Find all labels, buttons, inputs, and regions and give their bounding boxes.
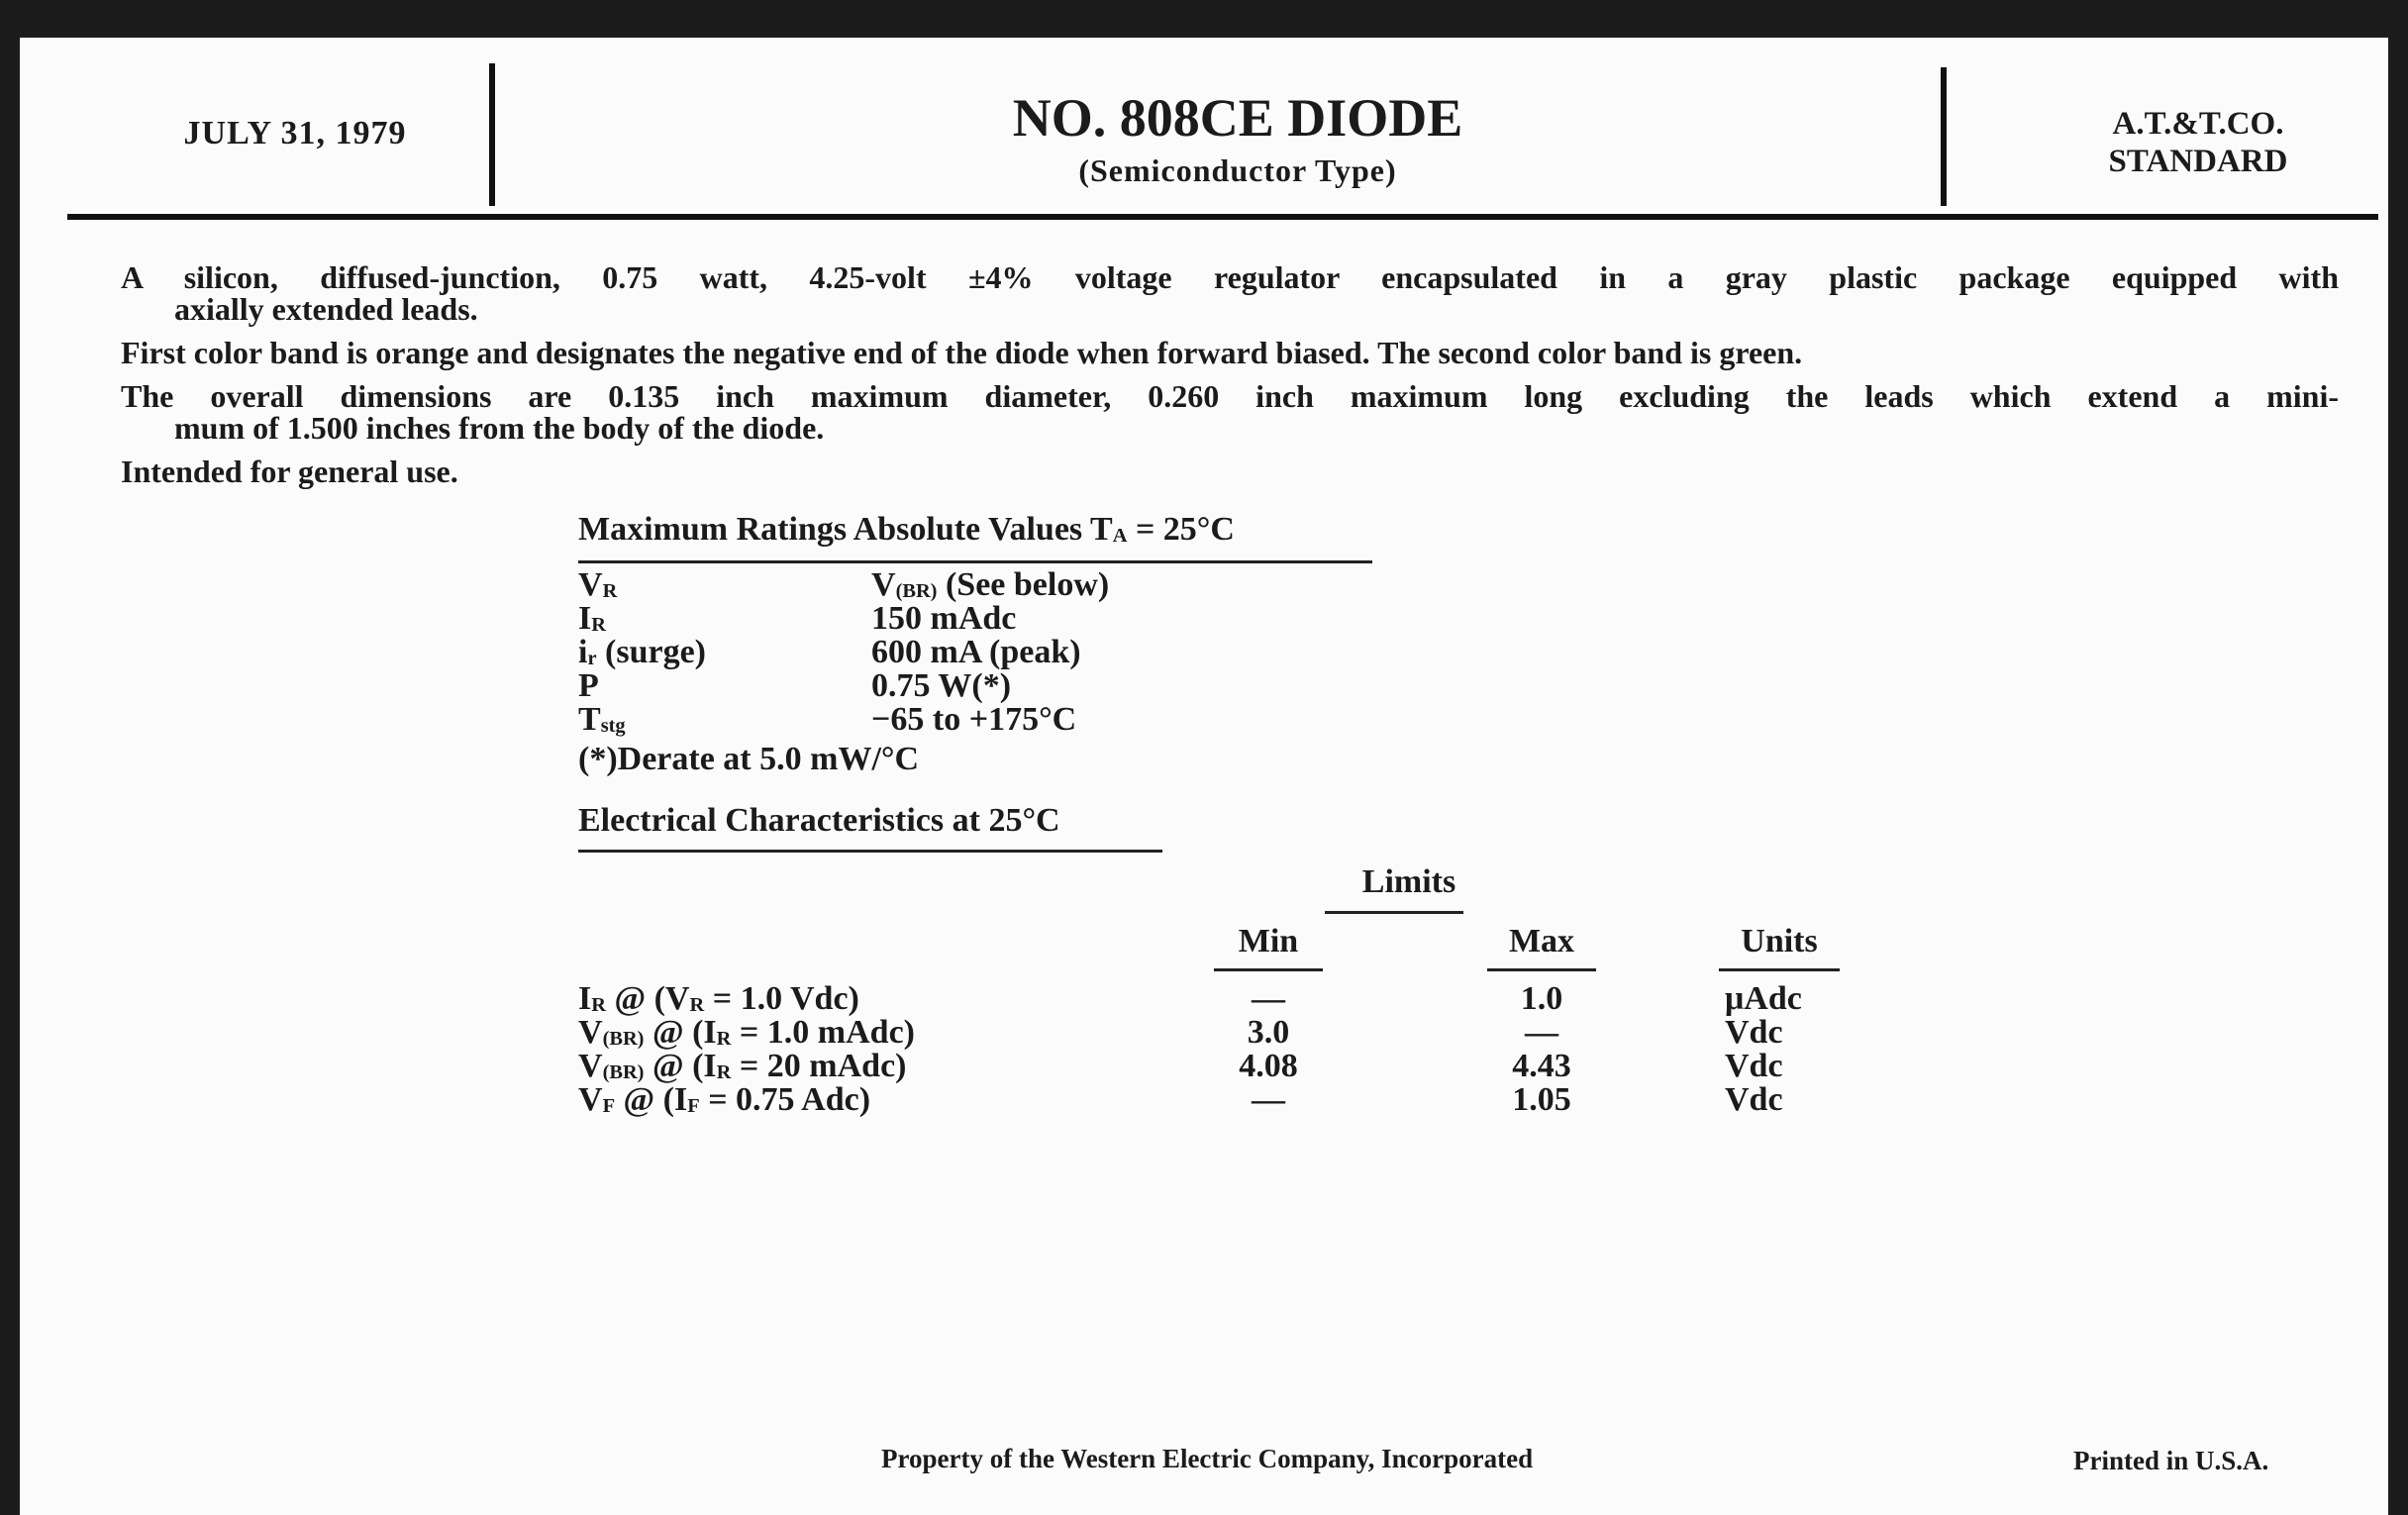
min-cell: 3.0 (1247, 1014, 1290, 1051)
min-label: Min (1238, 923, 1299, 960)
table-row (578, 982, 1865, 1016)
standard-line1: A.T.&T.CO. (2112, 106, 2284, 142)
units-cell: Vdc (1725, 1081, 1783, 1118)
rating-value: $V_{(BR)}$ (See below) (871, 566, 1110, 603)
header-date: JULY 31, 1979 (183, 115, 407, 152)
electrical-table (578, 982, 1865, 1117)
header-title: NO. 808CE DIODE (1012, 88, 1463, 148)
table-row (578, 1050, 1865, 1083)
datasheet-card (20, 38, 2388, 1515)
units-cell: Vdc (1725, 1048, 1783, 1084)
rating-value: 600 mA (peak) (871, 634, 1081, 670)
min-cell: — (1252, 1081, 1285, 1118)
p4-text: Intended for general use. (121, 454, 458, 489)
description-p3 (121, 380, 2339, 444)
footer-printed: Printed in U.S.A. (2073, 1446, 2269, 1475)
header-standard (1990, 105, 2406, 180)
rating-value: −65 to +175°C (871, 701, 1077, 738)
rating-symbol: $V_R$ (578, 566, 618, 603)
description-p1 (121, 261, 2339, 325)
table-row (578, 1016, 1865, 1050)
p3-line1: The overall dimensions are 0.135 inch maximum diameter, 0.260 inch maximum long excluding the leads which extend a mini- (121, 378, 2339, 414)
description-p2 (121, 337, 2339, 368)
rating-value: 150 mAdc (871, 600, 1017, 637)
min-cell: 4.08 (1239, 1048, 1298, 1084)
max-cell: 4.43 (1512, 1048, 1571, 1084)
standard-line2: STANDARD (2108, 144, 2288, 179)
max-ratings-title: Maximum Ratings Absolute Values $T_A = 25^\circ C$ (578, 511, 1235, 548)
condition-cell: $I_R$ @ ($V_R = 1.0$ Vdc) (578, 980, 859, 1017)
min-cell: — (1252, 980, 1285, 1017)
rating-symbol: $i_r$ (surge) (578, 634, 706, 670)
description-p4 (121, 455, 2339, 487)
units-label: Units (1741, 923, 1818, 960)
max-cell: — (1525, 1014, 1558, 1051)
limits-label: Limits (1361, 863, 1456, 900)
p1-line1: A silicon, diffused-junction, 0.75 watt, 4.25-volt ±4% voltage regulator encapsulated in a gray plastic package equipped with (121, 259, 2339, 295)
header-divider-right (1941, 67, 1947, 206)
derate-note: (*)Derate at 5.0 mW/°C (578, 741, 920, 777)
units-cell: μAdc (1725, 980, 1802, 1017)
electrical-title: Electrical Characteristics at 25°C (578, 802, 1060, 839)
rating-symbol: $T_{stg}$ (578, 701, 626, 738)
rating-value: 0.75 W(*) (871, 667, 1012, 704)
units-cell: Vdc (1725, 1014, 1783, 1051)
rating-symbol: P (578, 667, 599, 704)
table-row (578, 1083, 1865, 1117)
units-underline (1719, 968, 1840, 971)
max-cell: 1.0 (1520, 980, 1563, 1017)
electrical-underline (578, 850, 1162, 853)
footer-property: Property of the Western Electric Company, Incorporated (881, 1444, 1534, 1473)
max-ratings-underline (578, 560, 1372, 563)
p2-text: First color band is orange and designates the negative end of the diode when forward biased. The second color band is green. (121, 335, 1803, 370)
condition-cell: $V_{(BR)}$ @ ($I_R = 20$ mAdc) (578, 1048, 907, 1084)
min-underline (1214, 968, 1323, 971)
header-rule (67, 214, 2378, 220)
header-subtitle: (Semiconductor Type) (1078, 152, 1397, 188)
condition-cell: $V_{(BR)}$ @ ($I_R = 1.0$ mAdc) (578, 1014, 915, 1051)
header-divider-left (489, 63, 495, 206)
max-label: Max (1508, 923, 1575, 960)
condition-cell: $V_F$ @ ($I_F = 0.75$ Adc) (578, 1081, 871, 1118)
max-cell: 1.05 (1512, 1081, 1571, 1118)
limits-underline (1325, 911, 1463, 914)
max-underline (1487, 968, 1596, 971)
rating-symbol: $I_R$ (578, 600, 606, 637)
p1-line2: axially extended leads. (174, 291, 478, 327)
p3-line2: mum of 1.500 inches from the body of the diode. (174, 410, 825, 446)
